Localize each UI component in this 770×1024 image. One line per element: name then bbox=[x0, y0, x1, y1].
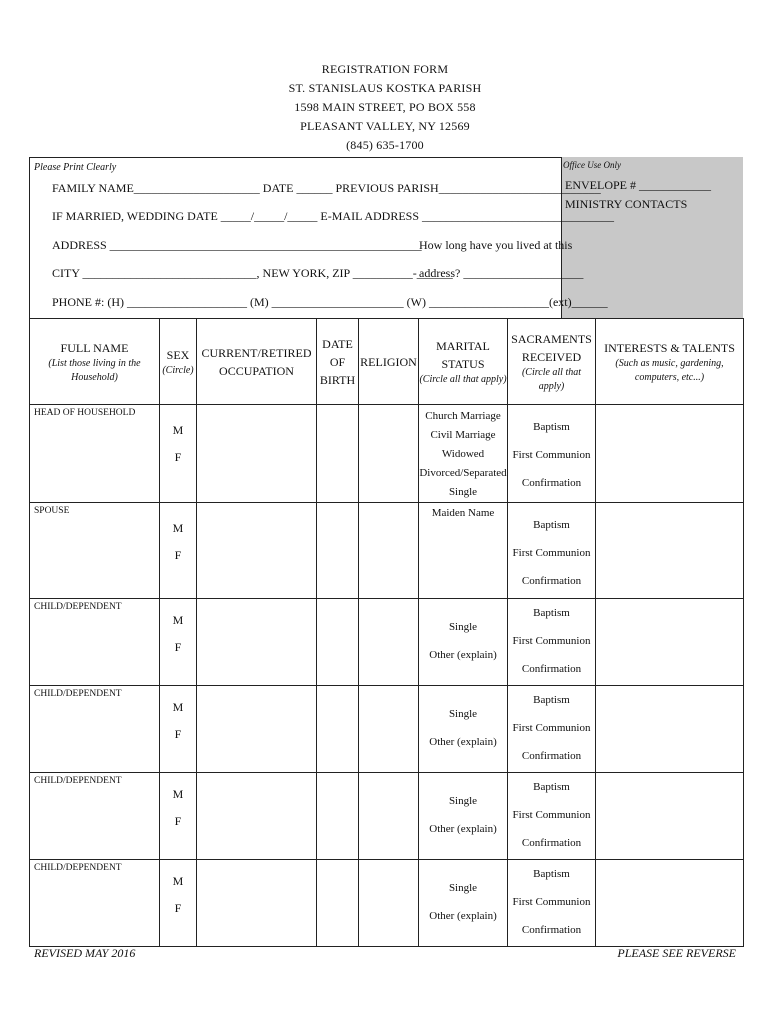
marital-option[interactable]: Civil Marriage bbox=[430, 429, 496, 441]
sex-option-f[interactable]: F bbox=[174, 548, 182, 562]
office-use-label: Office Use Only bbox=[563, 160, 621, 170]
marital-cell[interactable] bbox=[419, 773, 508, 860]
row-label-child: CHILD/DEPENDENT bbox=[34, 776, 122, 786]
envelope-field[interactable]: ENVELOPE # ____________ bbox=[565, 178, 711, 192]
interests-cell[interactable] bbox=[596, 599, 744, 686]
religion-cell[interactable] bbox=[359, 599, 419, 686]
sex-cell[interactable] bbox=[160, 686, 197, 773]
parish-name: ST. STANISLAUS KOSTKA PARISH bbox=[288, 81, 482, 95]
sex-option-m[interactable]: M bbox=[172, 613, 184, 627]
marital-cell[interactable] bbox=[419, 686, 508, 773]
residence-duration-field[interactable]: address? ____________________ bbox=[419, 266, 584, 280]
residence-duration-label: How long have you lived at this bbox=[419, 238, 573, 252]
sex-cell[interactable] bbox=[160, 773, 197, 860]
dob-cell[interactable] bbox=[317, 405, 359, 503]
maiden-name-label: Maiden Name bbox=[431, 507, 495, 519]
interests-cell[interactable] bbox=[596, 860, 744, 947]
sacrament-option[interactable]: First Communion bbox=[512, 449, 591, 461]
marital-option[interactable]: Other (explain) bbox=[429, 736, 497, 748]
table-row bbox=[30, 599, 744, 686]
sex-option-m[interactable]: M bbox=[172, 423, 184, 437]
dob-cell[interactable] bbox=[317, 860, 359, 947]
religion-cell[interactable] bbox=[359, 773, 419, 860]
sacrament-option[interactable]: Confirmation bbox=[521, 663, 582, 675]
sacrament-option[interactable]: Confirmation bbox=[521, 924, 582, 936]
parish-address: 1598 MAIN STREET, PO BOX 558 bbox=[294, 100, 476, 114]
see-reverse-note: PLEASE SEE REVERSE bbox=[617, 946, 736, 960]
interests-cell[interactable] bbox=[596, 503, 744, 599]
col-interests: INTERESTS & TALENTS (Such as music, gardening, computers, etc...) bbox=[596, 319, 744, 405]
parish-city: PLEASANT VALLEY, NY 12569 bbox=[300, 119, 470, 133]
marital-option[interactable]: Other (explain) bbox=[429, 823, 497, 835]
sacrament-option[interactable]: First Communion bbox=[512, 722, 591, 734]
marital-option[interactable]: Church Marriage bbox=[425, 410, 501, 422]
sacrament-option[interactable]: Confirmation bbox=[521, 575, 582, 587]
dob-cell[interactable] bbox=[317, 773, 359, 860]
sex-cell[interactable] bbox=[160, 599, 197, 686]
household-table bbox=[29, 318, 744, 947]
sacrament-option[interactable]: Baptism bbox=[533, 519, 570, 531]
col-date-of-birth: DATE OF BIRTH bbox=[317, 319, 359, 405]
sacraments-cell[interactable] bbox=[508, 686, 596, 773]
occupation-cell[interactable] bbox=[197, 686, 317, 773]
name-cell[interactable] bbox=[30, 405, 160, 503]
name-cell[interactable] bbox=[30, 599, 160, 686]
row-label-child: CHILD/DEPENDENT bbox=[34, 863, 122, 873]
marital-option[interactable]: Single bbox=[448, 486, 478, 498]
dob-cell[interactable] bbox=[317, 503, 359, 599]
religion-cell[interactable] bbox=[359, 686, 419, 773]
parish-phone: (845) 635-1700 bbox=[346, 138, 424, 152]
form-title: REGISTRATION FORM bbox=[321, 62, 449, 76]
sex-option-m[interactable]: M bbox=[172, 874, 184, 888]
sacrament-option[interactable]: Baptism bbox=[533, 781, 570, 793]
sacrament-option[interactable]: Baptism bbox=[533, 868, 570, 880]
interests-cell[interactable] bbox=[596, 686, 744, 773]
name-cell[interactable] bbox=[30, 860, 160, 947]
row-label-spouse: SPOUSE bbox=[34, 506, 70, 516]
sex-option-f[interactable]: F bbox=[174, 814, 182, 828]
sex-cell[interactable] bbox=[160, 860, 197, 947]
name-cell[interactable] bbox=[30, 503, 160, 599]
revised-date: REVISED MAY 2016 bbox=[34, 946, 136, 960]
sacraments-cell[interactable] bbox=[508, 599, 596, 686]
print-clearly-note: Please Print Clearly bbox=[34, 162, 117, 173]
marital-cell[interactable] bbox=[419, 860, 508, 947]
sacrament-option[interactable]: First Communion bbox=[512, 896, 591, 908]
occupation-cell[interactable] bbox=[197, 503, 317, 599]
marital-option[interactable]: Other (explain) bbox=[429, 649, 497, 661]
col-religion: RELIGION bbox=[359, 319, 419, 405]
sacrament-option[interactable]: Baptism bbox=[533, 694, 570, 706]
sacrament-option[interactable]: Confirmation bbox=[521, 837, 582, 849]
marital-option[interactable]: Single bbox=[448, 882, 478, 894]
table-row bbox=[30, 405, 744, 503]
address-field[interactable]: ADDRESS ____________________________________________________ bbox=[52, 238, 422, 252]
name-cell[interactable] bbox=[30, 686, 160, 773]
interests-cell[interactable] bbox=[596, 405, 744, 503]
occupation-cell[interactable] bbox=[197, 860, 317, 947]
row-label-child: CHILD/DEPENDENT bbox=[34, 689, 122, 699]
table-row bbox=[30, 686, 744, 773]
sex-option-m[interactable]: M bbox=[172, 700, 184, 714]
marital-option[interactable]: Single bbox=[448, 708, 478, 720]
marital-option[interactable]: Other (explain) bbox=[429, 910, 497, 922]
row-label-child: CHILD/DEPENDENT bbox=[34, 602, 122, 612]
occupation-cell[interactable] bbox=[197, 773, 317, 860]
sacrament-option[interactable]: Confirmation bbox=[521, 750, 582, 762]
sacraments-cell[interactable] bbox=[508, 503, 596, 599]
city-zip-field[interactable]: CITY _____________________________, NEW YORK, ZIP __________-______ bbox=[52, 266, 453, 280]
religion-cell[interactable] bbox=[359, 860, 419, 947]
table-row bbox=[30, 773, 744, 860]
phone-field[interactable]: PHONE #: (H) ____________________ (M) ______________________ (W) ____________________(ext)______ bbox=[52, 295, 608, 309]
sacrament-option[interactable]: Baptism bbox=[533, 421, 570, 433]
marital-cell[interactable] bbox=[419, 405, 508, 503]
row-label-head: HEAD OF HOUSEHOLD bbox=[34, 408, 136, 418]
table-row bbox=[30, 860, 744, 947]
sex-option-f[interactable]: F bbox=[174, 727, 182, 741]
religion-cell[interactable] bbox=[359, 503, 419, 599]
marital-option[interactable]: Widowed bbox=[441, 448, 485, 460]
sacrament-option[interactable]: Baptism bbox=[533, 607, 570, 619]
sacraments-cell[interactable] bbox=[508, 773, 596, 860]
occupation-cell[interactable] bbox=[197, 405, 317, 503]
marital-cell[interactable] bbox=[419, 599, 508, 686]
sex-option-f[interactable]: F bbox=[174, 901, 182, 915]
religion-cell[interactable] bbox=[359, 405, 419, 503]
sex-option-m[interactable]: M bbox=[172, 787, 184, 801]
col-occupation: CURRENT/RETIRED OCCUPATION bbox=[197, 319, 317, 405]
dob-cell[interactable] bbox=[317, 599, 359, 686]
sacraments-cell[interactable] bbox=[508, 405, 596, 503]
sex-cell[interactable] bbox=[160, 503, 197, 599]
sex-option-f[interactable]: F bbox=[174, 640, 182, 654]
col-sacraments: SACRAMENTS RECEIVED (Circle all that apply) bbox=[508, 319, 596, 405]
col-marital-status: MARITAL STATUS (Circle all that apply) bbox=[419, 319, 508, 405]
table-header-row bbox=[30, 319, 744, 405]
family-name-field[interactable]: FAMILY NAME_____________________ DATE ______ PREVIOUS PARISH___________________________ bbox=[52, 181, 601, 195]
wedding-date-field[interactable]: IF MARRIED, WEDDING DATE _____/_____/_____ E-MAIL ADDRESS ________________________________ bbox=[52, 209, 614, 223]
sacrament-option[interactable]: Confirmation bbox=[521, 477, 582, 489]
sex-option-f[interactable]: F bbox=[174, 450, 182, 464]
marital-option[interactable]: Divorced/Separated bbox=[419, 467, 507, 479]
marital-option[interactable]: Single bbox=[448, 621, 478, 633]
col-sex: SEX (Circle) bbox=[160, 319, 197, 405]
marital-cell[interactable] bbox=[419, 503, 508, 599]
name-cell[interactable] bbox=[30, 773, 160, 860]
dob-cell[interactable] bbox=[317, 686, 359, 773]
sex-cell[interactable] bbox=[160, 405, 197, 503]
interests-cell[interactable] bbox=[596, 773, 744, 860]
marital-option[interactable]: Single bbox=[448, 795, 478, 807]
occupation-cell[interactable] bbox=[197, 599, 317, 686]
sex-option-m[interactable]: M bbox=[172, 521, 184, 535]
sacrament-option[interactable]: First Communion bbox=[512, 809, 591, 821]
col-full-name: FULL NAME (List those living in the Household) bbox=[30, 319, 160, 405]
sacrament-option[interactable]: First Communion bbox=[512, 547, 591, 559]
sacraments-cell[interactable] bbox=[508, 860, 596, 947]
table-row bbox=[30, 503, 744, 599]
sacrament-option[interactable]: First Communion bbox=[512, 635, 591, 647]
ministry-contacts-label: MINISTRY CONTACTS bbox=[565, 197, 688, 211]
